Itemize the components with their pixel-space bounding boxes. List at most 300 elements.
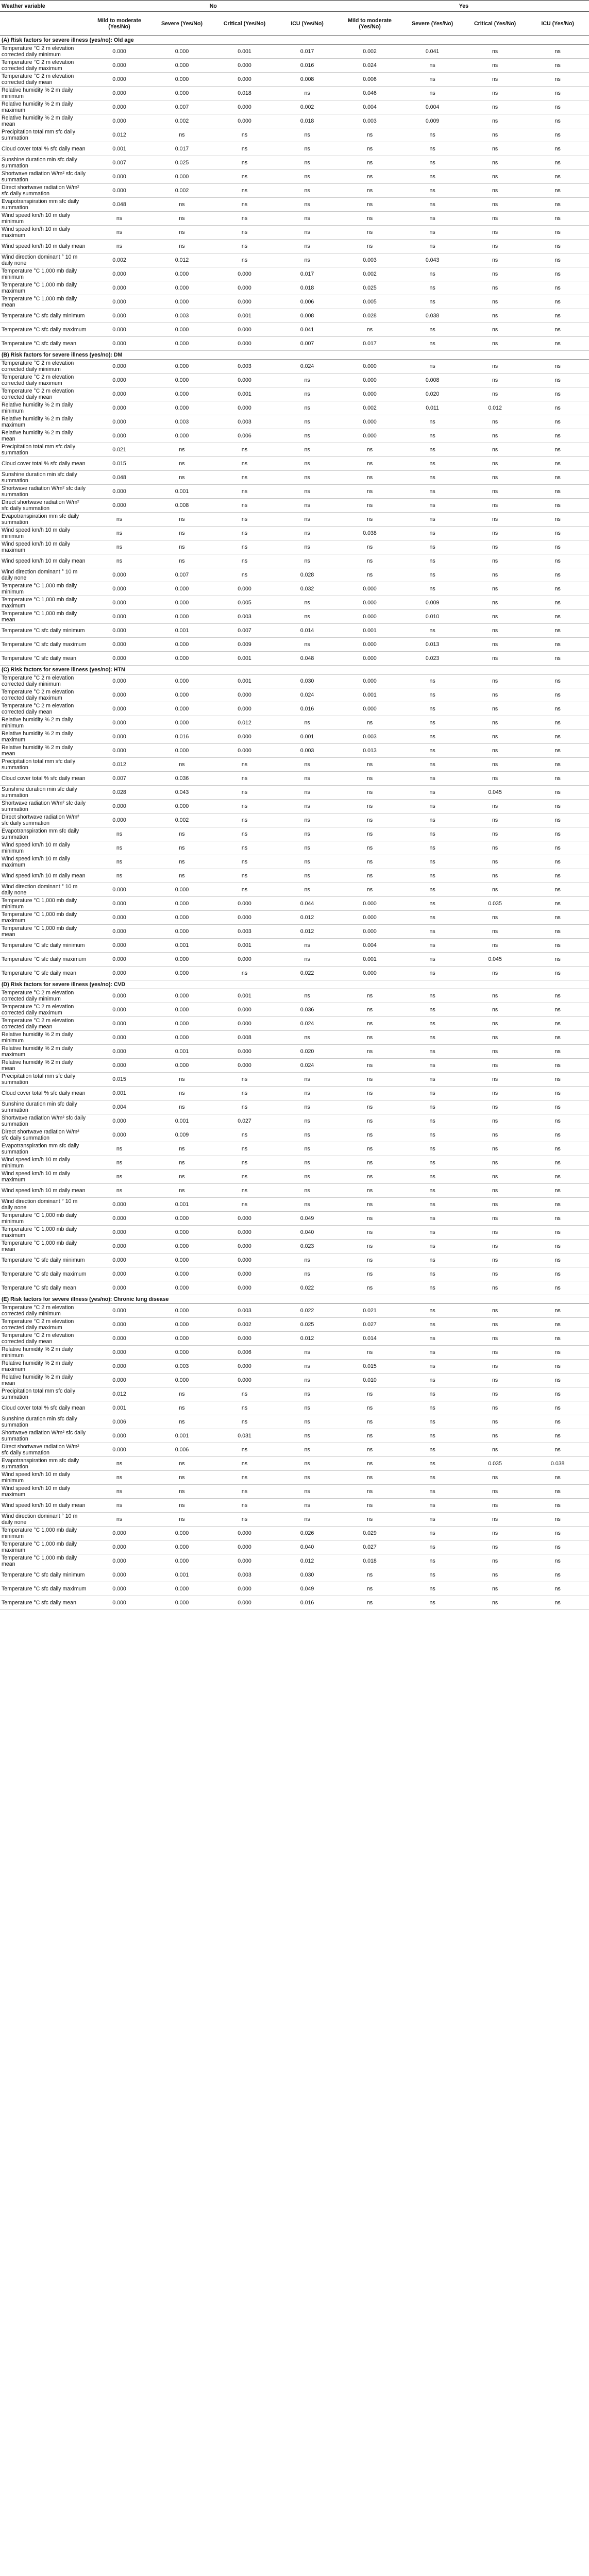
p-value-cell: ns: [526, 485, 589, 499]
p-value-cell: 0.000: [213, 401, 276, 415]
p-value-cell: ns: [401, 744, 464, 758]
p-value-cell: ns: [526, 1318, 589, 1332]
p-value-cell: 0.000: [150, 596, 213, 610]
p-value-cell: 0.001: [150, 1045, 213, 1059]
p-value-cell: 0.003: [150, 309, 213, 323]
table-row: [0, 1267, 589, 1281]
p-value-cell: ns: [526, 212, 589, 226]
p-value-cell: 0.000: [213, 1554, 276, 1568]
p-value-cell: ns: [150, 128, 213, 142]
p-value-cell: 0.000: [88, 1360, 151, 1374]
p-value-cell: 0.000: [339, 652, 401, 666]
p-value-cell: ns: [464, 309, 527, 323]
p-value-cell: ns: [213, 240, 276, 253]
p-value-cell: 0.000: [88, 59, 151, 73]
p-value-cell: 0.000: [150, 953, 213, 967]
p-value-cell: ns: [276, 415, 339, 429]
p-value-cell: ns: [526, 142, 589, 156]
p-value-cell: ns: [464, 925, 527, 939]
weather-variable-label: Temperature °C 1,000 mb daily mean: [0, 1554, 88, 1568]
weather-variable-label: Temperature °C sfc daily maximum: [0, 638, 88, 652]
p-value-cell: ns: [150, 1401, 213, 1415]
p-value-cell: 0.000: [88, 267, 151, 281]
p-value-cell: 0.000: [88, 989, 151, 1003]
table-row: [0, 800, 589, 814]
weather-variable-label: Temperature °C 2 m elevation corrected daily minimum: [0, 1304, 88, 1318]
p-value-cell: ns: [276, 540, 339, 554]
p-value-cell: ns: [464, 1332, 527, 1346]
p-value-cell: 0.000: [213, 1332, 276, 1346]
p-value-cell: 0.001: [150, 939, 213, 953]
p-value-cell: 0.000: [88, 360, 151, 374]
weather-variable-label: Temperature °C 2 m elevation corrected daily minimum: [0, 989, 88, 1003]
p-value-cell: ns: [526, 1059, 589, 1073]
p-value-cell: ns: [464, 59, 527, 73]
table-row: [0, 827, 589, 841]
p-value-cell: ns: [401, 1457, 464, 1471]
p-value-cell: ns: [401, 540, 464, 554]
p-value-cell: ns: [150, 1170, 213, 1184]
p-value-cell: 0.025: [150, 156, 213, 170]
p-value-cell: ns: [464, 360, 527, 374]
p-value-cell: ns: [401, 568, 464, 582]
p-value-cell: ns: [464, 527, 527, 540]
p-value-cell: 0.000: [150, 281, 213, 295]
p-value-cell: 0.002: [150, 114, 213, 128]
col-header-yes-icu: ICU (Yes/No): [526, 12, 589, 36]
p-value-cell: 0.015: [88, 1073, 151, 1087]
p-value-cell: ns: [464, 1374, 527, 1387]
section-row: [0, 1295, 589, 1304]
p-value-cell: ns: [526, 772, 589, 786]
p-value-cell: ns: [464, 869, 527, 883]
p-value-cell: ns: [526, 360, 589, 374]
p-value-cell: ns: [401, 1387, 464, 1401]
table-row: [0, 253, 589, 267]
p-value-cell: ns: [339, 443, 401, 457]
p-value-cell: 0.023: [401, 652, 464, 666]
p-value-cell: ns: [401, 429, 464, 443]
p-value-cell: 0.000: [88, 401, 151, 415]
p-value-cell: ns: [150, 540, 213, 554]
p-value-cell: ns: [213, 800, 276, 814]
p-value-cell: ns: [526, 688, 589, 702]
p-value-cell: ns: [213, 1142, 276, 1156]
weather-variable-label: Wind speed km/h 10 m daily maximum: [0, 1485, 88, 1499]
p-value-cell: ns: [339, 323, 401, 337]
p-value-cell: ns: [401, 1281, 464, 1295]
p-value-cell: 0.000: [150, 1582, 213, 1596]
p-value-cell: 0.041: [401, 45, 464, 59]
p-value-cell: ns: [401, 989, 464, 1003]
p-value-cell: ns: [213, 170, 276, 184]
p-value-cell: 0.008: [150, 499, 213, 513]
weather-variable-label: Temperature °C 2 m elevation corrected daily mean: [0, 387, 88, 401]
p-value-cell: 0.000: [88, 1443, 151, 1457]
weather-variable-label: Temperature °C 2 m elevation corrected daily maximum: [0, 374, 88, 387]
p-value-cell: ns: [276, 869, 339, 883]
p-value-cell: ns: [213, 814, 276, 827]
p-value-cell: 0.016: [276, 702, 339, 716]
p-value-cell: ns: [401, 1128, 464, 1142]
table-row: [0, 814, 589, 827]
p-value-cell: ns: [401, 1017, 464, 1031]
p-value-cell: ns: [150, 527, 213, 540]
p-value-cell: ns: [401, 323, 464, 337]
p-value-cell: ns: [339, 184, 401, 198]
p-value-cell: 0.000: [88, 702, 151, 716]
p-value-cell: 0.018: [276, 114, 339, 128]
weather-variable-label: Cloud cover total % sfc daily mean: [0, 457, 88, 471]
p-value-cell: ns: [339, 1170, 401, 1184]
p-value-cell: ns: [526, 499, 589, 513]
p-value-cell: ns: [276, 1401, 339, 1415]
table-row: [0, 1540, 589, 1554]
p-value-cell: 0.035: [464, 897, 527, 911]
p-value-cell: 0.000: [150, 1003, 213, 1017]
weather-variable-label: Temperature °C 1,000 mb daily mean: [0, 610, 88, 624]
p-value-cell: ns: [526, 1527, 589, 1540]
p-value-cell: 0.016: [276, 1596, 339, 1610]
p-value-cell: ns: [276, 156, 339, 170]
table-row: [0, 1332, 589, 1346]
p-value-cell: ns: [213, 841, 276, 855]
weather-variable-label: Temperature °C 2 m elevation corrected daily maximum: [0, 1318, 88, 1332]
p-value-cell: ns: [526, 1045, 589, 1059]
p-value-cell: 0.000: [150, 1240, 213, 1253]
p-value-cell: 0.031: [213, 1429, 276, 1443]
p-value-cell: ns: [401, 554, 464, 568]
p-value-cell: 0.000: [88, 374, 151, 387]
p-value-cell: ns: [464, 374, 527, 387]
p-value-cell: ns: [464, 814, 527, 827]
p-value-cell: 0.000: [150, 1212, 213, 1226]
p-value-cell: ns: [464, 100, 527, 114]
p-value-cell: 0.006: [213, 1346, 276, 1360]
p-value-cell: ns: [526, 100, 589, 114]
p-value-cell: 0.000: [150, 638, 213, 652]
p-value-cell: ns: [526, 869, 589, 883]
p-value-cell: 0.000: [88, 897, 151, 911]
p-value-cell: 0.001: [213, 45, 276, 59]
p-value-cell: 0.000: [150, 1267, 213, 1281]
table-row: [0, 596, 589, 610]
p-value-cell: ns: [339, 1017, 401, 1031]
p-value-cell: 0.001: [339, 688, 401, 702]
weather-variable-label: Direct shortwave radiation W/m² sfc daily summation: [0, 184, 88, 198]
p-value-cell: ns: [339, 212, 401, 226]
p-value-cell: 0.048: [88, 471, 151, 485]
table-row: [0, 309, 589, 323]
p-value-cell: 0.000: [339, 702, 401, 716]
p-value-cell: 0.017: [276, 45, 339, 59]
p-value-cell: ns: [339, 1100, 401, 1114]
p-value-cell: 0.026: [276, 1527, 339, 1540]
p-value-cell: 0.004: [401, 100, 464, 114]
p-value-cell: ns: [339, 716, 401, 730]
p-value-cell: ns: [526, 610, 589, 624]
p-value-cell: ns: [276, 1087, 339, 1100]
table-row: [0, 855, 589, 869]
table-row: [0, 471, 589, 485]
table-row: [0, 758, 589, 772]
p-value-cell: 0.001: [150, 1114, 213, 1128]
weather-variable-label: Temperature °C 2 m elevation corrected daily minimum: [0, 360, 88, 374]
table-row: [0, 128, 589, 142]
p-value-cell: ns: [401, 758, 464, 772]
p-value-cell: ns: [464, 939, 527, 953]
weather-variable-label: Wind direction dominant ° 10 m daily none: [0, 568, 88, 582]
table-row: [0, 869, 589, 883]
p-value-cell: ns: [339, 1184, 401, 1198]
p-value-cell: 0.006: [150, 1443, 213, 1457]
p-value-cell: ns: [401, 911, 464, 925]
p-value-cell: 0.006: [339, 73, 401, 87]
p-value-cell: ns: [464, 1387, 527, 1401]
p-value-cell: ns: [526, 925, 589, 939]
weather-variable-label: Temperature °C 1,000 mb daily minimum: [0, 582, 88, 596]
p-value-cell: ns: [339, 786, 401, 800]
weather-variable-label: Cloud cover total % sfc daily mean: [0, 1087, 88, 1100]
p-value-cell: ns: [526, 716, 589, 730]
weather-variable-header: Weather variable: [0, 1, 88, 12]
p-value-cell: ns: [464, 596, 527, 610]
weather-variable-label: Evapotranspiration mm sfc daily summation: [0, 513, 88, 527]
weather-variable-label: Temperature °C 1,000 mb daily maximum: [0, 1226, 88, 1240]
p-value-cell: ns: [464, 184, 527, 198]
p-value-cell: ns: [276, 471, 339, 485]
p-value-cell: ns: [213, 1513, 276, 1527]
table-row: [0, 323, 589, 337]
p-value-cell: 0.038: [526, 1457, 589, 1471]
p-value-cell: ns: [526, 596, 589, 610]
p-value-cell: ns: [213, 212, 276, 226]
p-value-cell: ns: [276, 142, 339, 156]
p-value-cell: ns: [526, 989, 589, 1003]
p-value-cell: ns: [339, 1226, 401, 1240]
p-value-cell: ns: [88, 226, 151, 240]
p-value-cell: ns: [464, 429, 527, 443]
p-value-cell: ns: [276, 772, 339, 786]
p-value-cell: ns: [526, 1114, 589, 1128]
p-value-cell: 0.003: [150, 1360, 213, 1374]
p-value-cell: 0.000: [213, 59, 276, 73]
p-value-cell: ns: [276, 953, 339, 967]
p-value-cell: 0.000: [213, 295, 276, 309]
p-value-cell: 0.013: [401, 638, 464, 652]
p-value-cell: 0.012: [276, 1554, 339, 1568]
p-value-cell: 0.001: [213, 652, 276, 666]
p-value-cell: ns: [526, 1554, 589, 1568]
table-row: [0, 1073, 589, 1087]
p-value-cell: ns: [339, 1346, 401, 1360]
p-value-cell: 0.000: [88, 415, 151, 429]
p-value-cell: ns: [526, 1073, 589, 1087]
p-value-cell: ns: [213, 1415, 276, 1429]
p-value-cell: ns: [213, 758, 276, 772]
p-value-cell: 0.000: [150, 911, 213, 925]
p-value-cell: ns: [339, 1401, 401, 1415]
weather-variable-label: Temperature °C sfc daily mean: [0, 1281, 88, 1295]
p-value-cell: ns: [464, 1346, 527, 1360]
p-value-cell: 0.000: [339, 360, 401, 374]
p-value-cell: ns: [526, 374, 589, 387]
p-value-cell: 0.000: [213, 1059, 276, 1073]
p-value-cell: 0.000: [150, 87, 213, 100]
p-value-cell: ns: [464, 1031, 527, 1045]
p-value-cell: 0.008: [276, 73, 339, 87]
p-value-cell: 0.030: [276, 1568, 339, 1582]
p-value-cell: 0.000: [339, 429, 401, 443]
p-value-cell: 0.000: [213, 1045, 276, 1059]
p-value-cell: ns: [401, 1471, 464, 1485]
p-value-cell: 0.027: [339, 1318, 401, 1332]
p-value-cell: ns: [213, 142, 276, 156]
p-value-cell: ns: [88, 1513, 151, 1527]
weather-variable-label: Temperature °C sfc daily minimum: [0, 939, 88, 953]
p-value-cell: 0.029: [339, 1527, 401, 1540]
p-value-cell: 0.025: [339, 281, 401, 295]
weather-variable-label: Relative humidity % 2 m daily minimum: [0, 1031, 88, 1045]
table-row: [0, 485, 589, 499]
p-value-cell: ns: [213, 1443, 276, 1457]
weather-variable-label: Direct shortwave radiation W/m² sfc daily summation: [0, 499, 88, 513]
p-value-cell: ns: [276, 387, 339, 401]
p-value-cell: ns: [464, 1582, 527, 1596]
p-value-cell: ns: [401, 1596, 464, 1610]
p-value-cell: 0.000: [150, 1059, 213, 1073]
table-row: [0, 1184, 589, 1198]
p-value-cell: ns: [464, 281, 527, 295]
p-value-cell: ns: [464, 1198, 527, 1212]
p-value-cell: ns: [401, 1240, 464, 1253]
table-row: [0, 674, 589, 688]
p-value-cell: ns: [401, 786, 464, 800]
p-value-cell: 0.000: [88, 1003, 151, 1017]
weather-variable-label: Temperature °C 2 m elevation corrected daily maximum: [0, 1003, 88, 1017]
p-value-cell: ns: [88, 1499, 151, 1513]
table-row: [0, 1596, 589, 1610]
p-value-cell: ns: [464, 772, 527, 786]
table-row: [0, 59, 589, 73]
p-value-cell: 0.000: [88, 800, 151, 814]
p-value-cell: ns: [526, 1100, 589, 1114]
p-value-cell: 0.044: [276, 897, 339, 911]
p-value-cell: ns: [213, 1471, 276, 1485]
p-value-cell: ns: [401, 855, 464, 869]
table-row: [0, 73, 589, 87]
p-value-cell: 0.000: [150, 374, 213, 387]
p-value-cell: ns: [150, 1100, 213, 1114]
p-value-cell: 0.000: [213, 1240, 276, 1253]
weather-variable-label: Wind speed km/h 10 m daily maximum: [0, 855, 88, 869]
p-value-cell: ns: [526, 45, 589, 59]
p-value-cell: ns: [88, 1142, 151, 1156]
p-value-cell: ns: [401, 1540, 464, 1554]
p-value-cell: 0.012: [88, 1387, 151, 1401]
p-value-cell: ns: [526, 114, 589, 128]
p-value-cell: ns: [401, 1513, 464, 1527]
weather-variable-label: Temperature °C sfc daily minimum: [0, 1253, 88, 1267]
p-value-cell: 0.000: [88, 568, 151, 582]
weather-variable-label: Wind speed km/h 10 m daily mean: [0, 1499, 88, 1513]
weather-variable-label: Temperature °C sfc daily maximum: [0, 1267, 88, 1281]
p-value-cell: ns: [339, 1485, 401, 1499]
p-value-cell: ns: [150, 1415, 213, 1429]
table-row: [0, 1253, 589, 1267]
p-value-cell: ns: [150, 1073, 213, 1087]
p-value-cell: ns: [464, 1360, 527, 1374]
section-row: [0, 980, 589, 989]
p-value-cell: 0.000: [88, 716, 151, 730]
p-value-cell: ns: [464, 1499, 527, 1513]
table-row: [0, 638, 589, 652]
table-row: [0, 772, 589, 786]
p-value-cell: ns: [150, 1087, 213, 1100]
p-value-cell: 0.000: [88, 814, 151, 827]
p-value-cell: ns: [339, 1128, 401, 1142]
p-value-cell: ns: [401, 1226, 464, 1240]
p-value-cell: 0.000: [150, 337, 213, 351]
p-value-cell: 0.001: [150, 485, 213, 499]
p-value-cell: 0.000: [88, 429, 151, 443]
p-value-cell: 0.014: [276, 624, 339, 638]
p-value-cell: ns: [526, 1443, 589, 1457]
p-value-cell: 0.000: [150, 744, 213, 758]
p-value-cell: ns: [526, 1253, 589, 1267]
weather-variable-label: Evapotranspiration mm sfc daily summation: [0, 198, 88, 212]
p-value-cell: ns: [526, 1374, 589, 1387]
p-value-cell: 0.001: [276, 730, 339, 744]
p-value-cell: ns: [401, 1100, 464, 1114]
p-value-cell: ns: [213, 527, 276, 540]
p-value-cell: ns: [339, 1003, 401, 1017]
p-value-cell: ns: [526, 1304, 589, 1318]
p-value-cell: ns: [464, 387, 527, 401]
weather-variable-label: Wind direction dominant ° 10 m daily none: [0, 1198, 88, 1212]
table-row: [0, 1031, 589, 1045]
p-value-cell: 0.000: [213, 1582, 276, 1596]
table-row: [0, 401, 589, 415]
table-body: [0, 36, 589, 1610]
p-value-cell: 0.000: [150, 582, 213, 596]
p-value-cell: ns: [276, 485, 339, 499]
p-value-cell: 0.043: [150, 786, 213, 800]
p-value-cell: 0.002: [276, 100, 339, 114]
p-value-cell: ns: [401, 1374, 464, 1387]
p-value-cell: ns: [464, 267, 527, 281]
p-value-cell: ns: [401, 1045, 464, 1059]
p-value-cell: ns: [88, 527, 151, 540]
p-value-cell: ns: [526, 73, 589, 87]
table-row: [0, 499, 589, 513]
p-value-cell: 0.000: [150, 652, 213, 666]
p-value-cell: ns: [339, 869, 401, 883]
p-value-cell: ns: [464, 1114, 527, 1128]
p-value-cell: ns: [401, 142, 464, 156]
p-value-cell: ns: [526, 59, 589, 73]
p-value-cell: 0.000: [88, 499, 151, 513]
p-value-cell: 0.000: [213, 281, 276, 295]
p-value-cell: ns: [150, 1184, 213, 1198]
p-value-cell: ns: [401, 827, 464, 841]
table-row: [0, 170, 589, 184]
header-row-groups: [0, 1, 589, 12]
p-value-cell: ns: [276, 1184, 339, 1198]
p-value-cell: ns: [526, 1017, 589, 1031]
p-value-cell: 0.000: [213, 100, 276, 114]
p-value-cell: ns: [339, 989, 401, 1003]
